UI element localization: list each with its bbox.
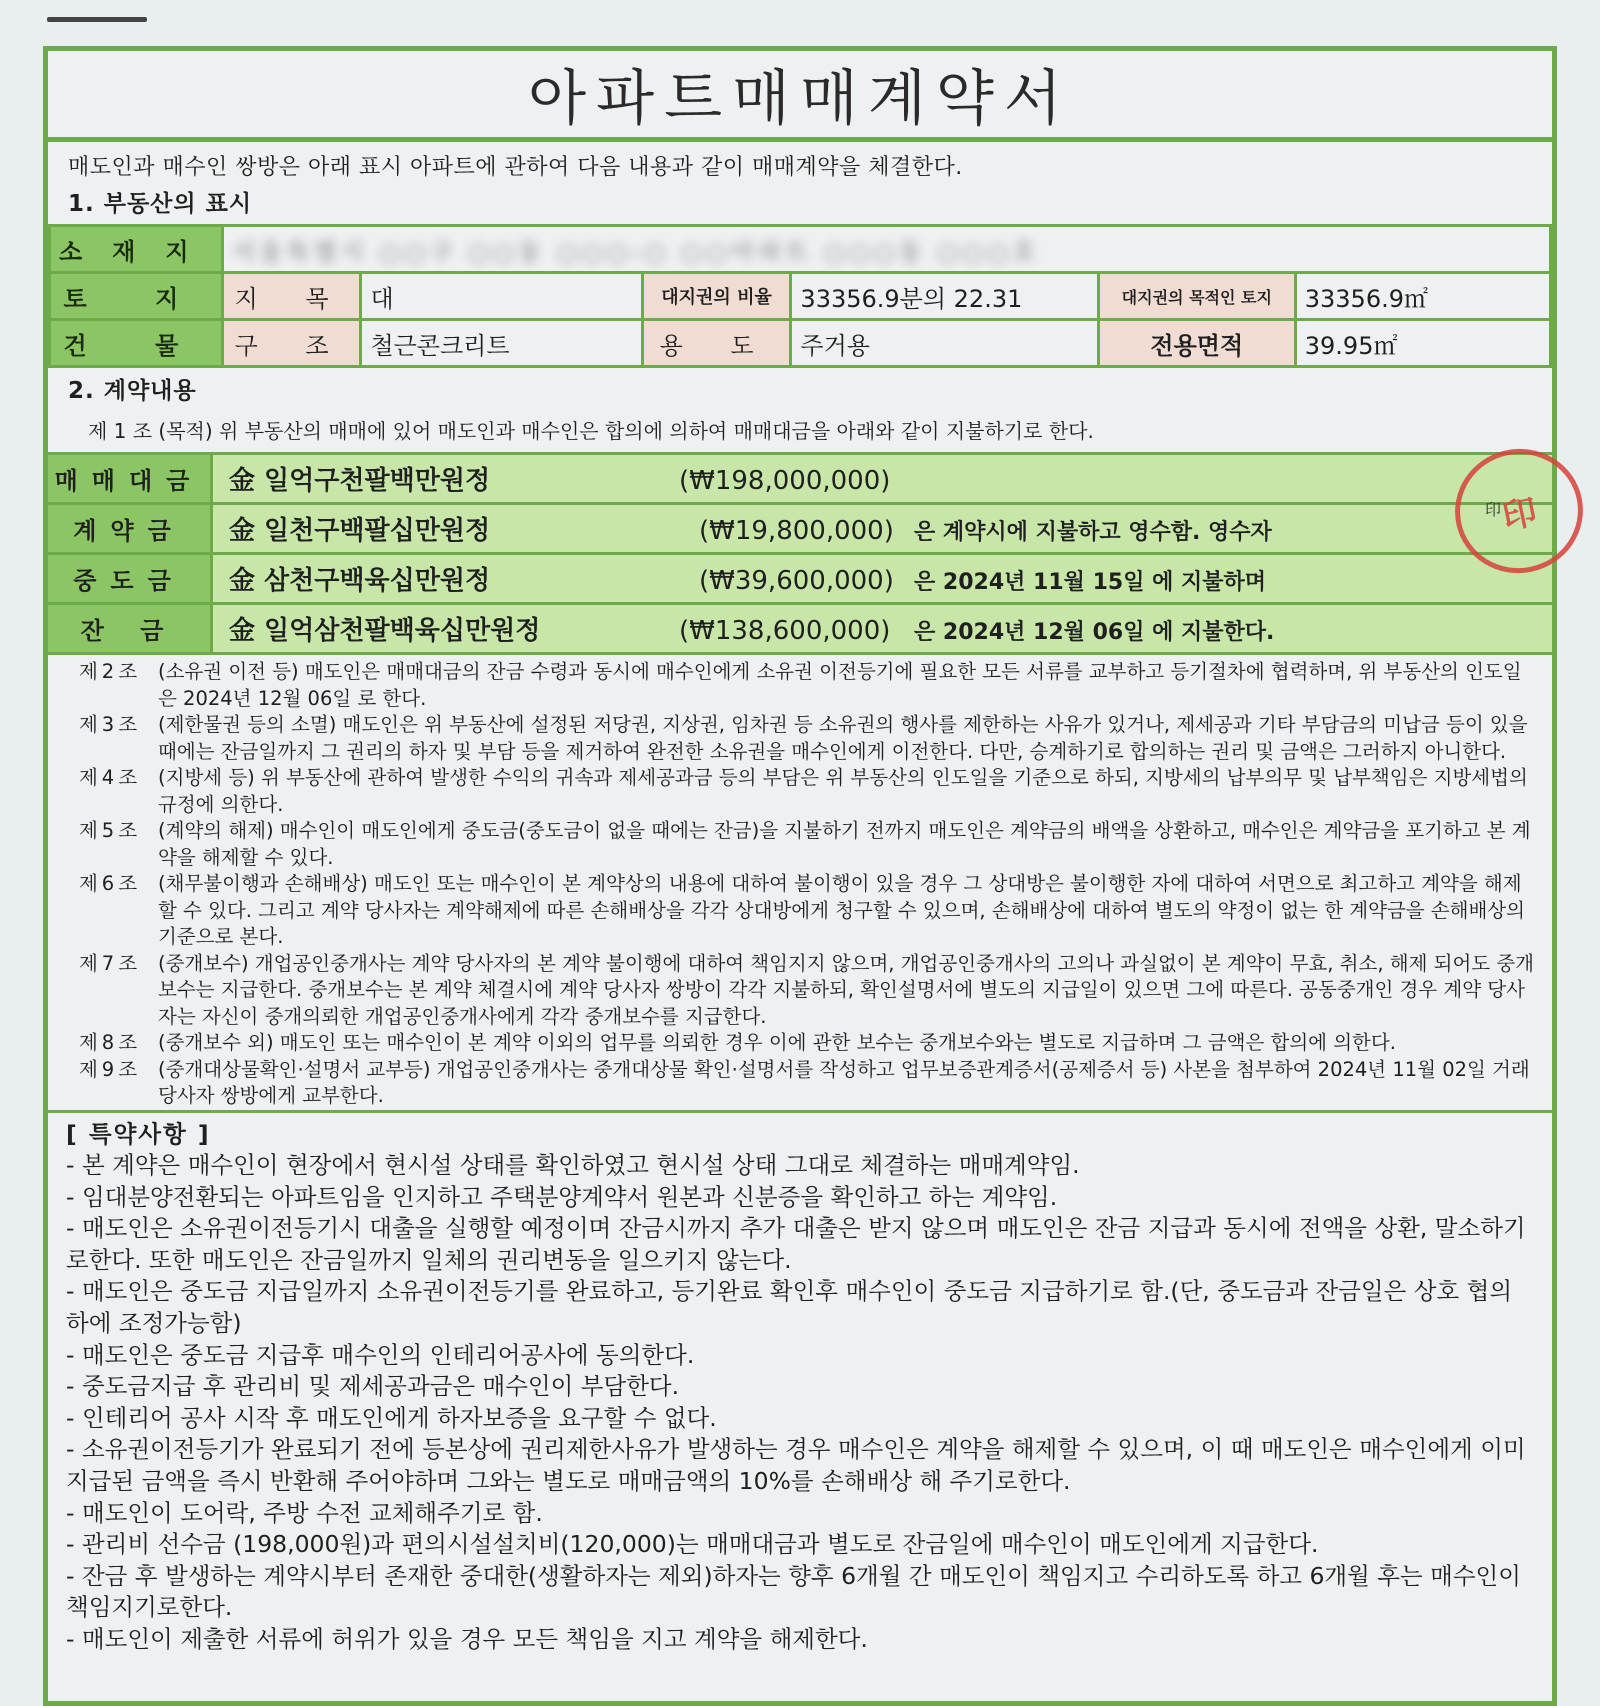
use-value: 주거용: [791, 320, 1098, 367]
section-1-heading: 1. 부동산의 표시: [68, 191, 253, 217]
special-item: - 임대분양전환되는 아파트임을 인지하고 주택분양계약서 원본과 신분증을 확인하고 하는 계약임.: [66, 1182, 1058, 1211]
article-item: [62, 1057, 1538, 1110]
land-type-label: 지 목: [222, 273, 361, 320]
payment-note: 은 계약시에 지불하고 영수함. 영수자: [914, 520, 1272, 545]
location-label: 소재지: [50, 226, 223, 273]
payment-amount: (₩198,000,000): [679, 466, 891, 496]
payment-korean: 金 일억삼천팔백육십만원정: [229, 616, 541, 646]
payment-label: 매매대금: [48, 454, 212, 504]
special-item: - 매도인이 도어락, 주방 수전 교체해주기로 함.: [66, 1498, 543, 1527]
article-number: 제6조: [78, 872, 142, 895]
land-row: [50, 273, 1551, 320]
special-item: - 중도금지급 후 관리비 및 제세공과금은 매수인이 부담한다.: [66, 1372, 680, 1401]
property-table: [48, 224, 1552, 368]
top-mark: [47, 17, 147, 22]
payment-label: 계약금: [48, 504, 212, 554]
land-area-label: 대지권의 목적인 토지: [1098, 273, 1295, 320]
payment-label: 잔 금: [48, 604, 212, 654]
special-item: - 본 계약은 매수인이 현장에서 현시설 상태를 확인하였고 현시설 상태 그대로 체결하는 매매계약임.: [66, 1151, 1080, 1180]
article-text: (제한물권 등의 소멸) 매도인은 위 부동산에 설정된 저당권, 지상권, 임차권 등 소유권의 행사를 제한하는 사유가 있거나, 제세공과 기타 부담금의 미납금 등이 있을 때에는 잔금일까지 그 권리의 하자 및 부담 등을 제거하여 완전한 소유권을 매수인에게 이전한다. 다만, 승계하기로 합의하는 권리 및 금액은 그러하지 아니한다.: [158, 713, 1528, 763]
article-number: 제4조: [78, 766, 142, 789]
article-text: (중개보수) 개업공인중개사는 계약 당사자의 본 계약 불이행에 대하여 책임지지 않으며, 개업공인중개사의 고의나 과실없이 본 계약이 무효, 취소, 해제 되어도 중개보수는 지급한다. 중개보수는 본 계약 체결시에 계약 당사자 쌍방이 각각 지불하되, 확인설명서에 별도의 지급일이 있으면 그에 따른다. 공동중개인 경우 계약 당사자는 자신이 중개의뢰한 개업공인중개사에게 각각 중개보수를 지급한다.: [158, 951, 1534, 1028]
article-item: [62, 818, 1538, 871]
article-number: 제9조: [78, 1057, 142, 1081]
intro-text: 매도인과 매수인 쌍방은 아래 표시 아파트에 관하여 다음 내용과 같이 매매계약을 체결한다.: [68, 155, 963, 180]
payment-row: [48, 504, 1552, 554]
article-text: (소유권 이전 등) 매도인은 매매대금의 잔금 수령과 동시에 매수인에게 소유권 이전등기에 필요한 모든 서류를 교부하고 등기절차에 협력하며, 위 부동산의 인도일은 2024년 12월 06일 로 한다.: [158, 660, 1522, 710]
payment-korean: 金 일억구천팔백만원정: [229, 466, 491, 496]
article-number: 제8조: [78, 1031, 142, 1054]
structure-value: 철근콘크리트: [361, 320, 642, 367]
special-item: - 소유권이전등기가 완료되기 전에 등본상에 권리제한사유가 발생하는 경우 매수인은 계약을 해제할 수 있으며, 이 때 매도인은 매수인에게 이미 지급된 금액을 즉시 반환해 주어야하며 그와는 별도로 매매금액의 10%를 손해배상 해 주기로한다.: [66, 1435, 1526, 1496]
special-item: - 인테리어 공사 시작 후 매도인에게 하자보증을 요구할 수 없다.: [66, 1403, 717, 1432]
payment-row: [48, 604, 1552, 654]
location-row: [50, 226, 1551, 273]
document-title: 아파트매매계약서: [48, 51, 1552, 142]
contract-document: [43, 46, 1557, 1706]
building-row: [50, 320, 1551, 367]
article-number: 제2조: [78, 660, 142, 683]
article-1: 제 1 조 (목적) 위 부동산의 매매에 있어 매도인과 매수인은 합의에 의하여 매매대금을 아래와 같이 지불하기로 한다.: [88, 419, 1094, 443]
seal-text: 印: [1498, 491, 1541, 538]
article-text: (중개대상물확인·설명서 교부등) 개업공인중개사는 중개대상물 확인·설명서를 작성하고 업무보증관계증서(공제증서 등) 사본을 첨부하여 2024년 11월 02일 거래당사자 쌍방에게 교부한다.: [158, 1057, 1530, 1107]
section-2-heading: 2. 계약내용: [68, 378, 197, 404]
payment-row: [48, 554, 1552, 604]
area-label: 전용면적: [1098, 320, 1295, 367]
payment-table: [48, 452, 1552, 655]
article-number: 제5조: [78, 819, 142, 842]
special-item: - 매도인이 제출한 서류에 허위가 있을 경우 모든 책임을 지고 계약을 해제한다.: [66, 1625, 868, 1653]
special-item: - 관리비 선수금 (198,000원)과 편의시설설치비(120,000)는 매매대금과 별도로 잔금일에 매수인이 매도인에게 지급한다.: [66, 1530, 1319, 1559]
article-text: (지방세 등) 위 부동산에 관하여 발생한 수익의 귀속과 제세공과금 등의 부담은 위 부동산의 인도일을 기준으로 하되, 지방세의 납부의무 및 납부책임은 지방세법의 규정에 의한다.: [158, 766, 1528, 816]
payment-note: 은 2024년 11월 15일 에 지불하며: [914, 570, 1267, 595]
payment-row: [48, 454, 1552, 504]
land-area-value: 33356.9㎡: [1295, 273, 1550, 320]
payment-amount: (₩19,800,000): [699, 516, 894, 546]
special-terms: [48, 1110, 1552, 1656]
land-label: 토 지: [50, 273, 223, 320]
article-item: [62, 951, 1538, 1031]
article-text: (중개보수 외) 매도인 또는 매수인이 본 계약 이외의 업무를 의뢰한 경우 이에 관한 보수는 중개보수와는 별도로 지급하며 그 금액은 합의에 의한다.: [158, 1031, 1396, 1054]
special-item: - 매도인은 중도금 지급일까지 소유권이전등기를 완료하고, 등기완료 확인후 매수인이 중도금 지급하기로 함.(단, 중도금과 잔금일은 상호 협의하에 조정가능함): [66, 1277, 1513, 1338]
area-value: 39.95㎡: [1295, 320, 1550, 367]
seal-mark: 印: [1485, 500, 1502, 519]
payment-label: 중도금: [48, 554, 212, 604]
use-label: 용 도: [642, 320, 791, 367]
article-item: [62, 1030, 1538, 1057]
payment-korean: 金 삼천구백육십만원정: [229, 566, 491, 596]
payment-amount: (₩39,600,000): [699, 566, 894, 596]
special-item: - 매도인은 중도금 지급후 매수인의 인테리어공사에 동의한다.: [66, 1340, 695, 1369]
location-value: [222, 226, 1550, 273]
special-item: - 매도인은 소유권이전등기시 대출을 실행할 예정이며 잔금시까지 추가 대출은 받지 않으며 매도인은 잔금 지급과 동시에 전액을 상환, 말소하기로한다. 또한 매도인은 잔금일까지 일체의 권리변동을 일으키지 않는다.: [66, 1214, 1526, 1274]
article-item: [62, 712, 1538, 765]
payment-note: 은 2024년 12월 06일 에 지불한다.: [914, 620, 1275, 645]
structure-label: 구 조: [222, 320, 361, 367]
payment-amount: (₩138,600,000): [679, 616, 891, 646]
article-text: (계약의 해제) 매수인이 매도인에게 중도금(중도금이 없을 때에는 잔금)을 지불하기 전까지 매도인은 계약금의 배액을 상환하고, 매수인은 계약금을 포기하고 본 계약을 해제할 수 있다.: [158, 819, 1531, 869]
ratio-label: 대지권의 비율: [642, 273, 791, 320]
special-terms-title: [ 특약사항 ]: [66, 1119, 211, 1148]
article-item: [62, 765, 1538, 818]
payment-korean: 金 일천구백팔십만원정: [229, 516, 491, 546]
article-number: 제3조: [78, 713, 142, 736]
articles-block: [48, 655, 1552, 1110]
building-label: 건 물: [50, 320, 223, 367]
article-text: (채무불이행과 손해배상) 매도인 또는 매수인이 본 계약상의 내용에 대하여 불이행이 있을 경우 그 상대방은 불이행한 자에 대하여 서면으로 최고하고 계약을 해제할 수 있다. 그리고 계약 당사자는 계약해제에 따른 손해배상을 각각 상대방에게 청구할 수 있으며, 손해배상에 대하여 별도의 약정이 없는 한 계약금을 손해배상의 기준으로 본다.: [158, 872, 1525, 948]
special-item: - 잔금 후 발생하는 계약시부터 존재한 중대한(생활하자는 제외)하자는 향후 6개월 간 매도인이 책임지고 수리하도록 하고 6개월 후는 매수인이 책임지기로한다.: [66, 1561, 1521, 1622]
land-type-value: 대: [361, 273, 642, 320]
article-item: [62, 871, 1538, 951]
article-item: [62, 659, 1538, 712]
ratio-value: 33356.9분의 22.31: [791, 273, 1098, 320]
article-number: 제7조: [78, 951, 142, 975]
redacted-address: 서울특별시 ○○구 ○○동 ○○○-○ ○○아파트 ○○○동 ○○○호: [231, 237, 1040, 266]
